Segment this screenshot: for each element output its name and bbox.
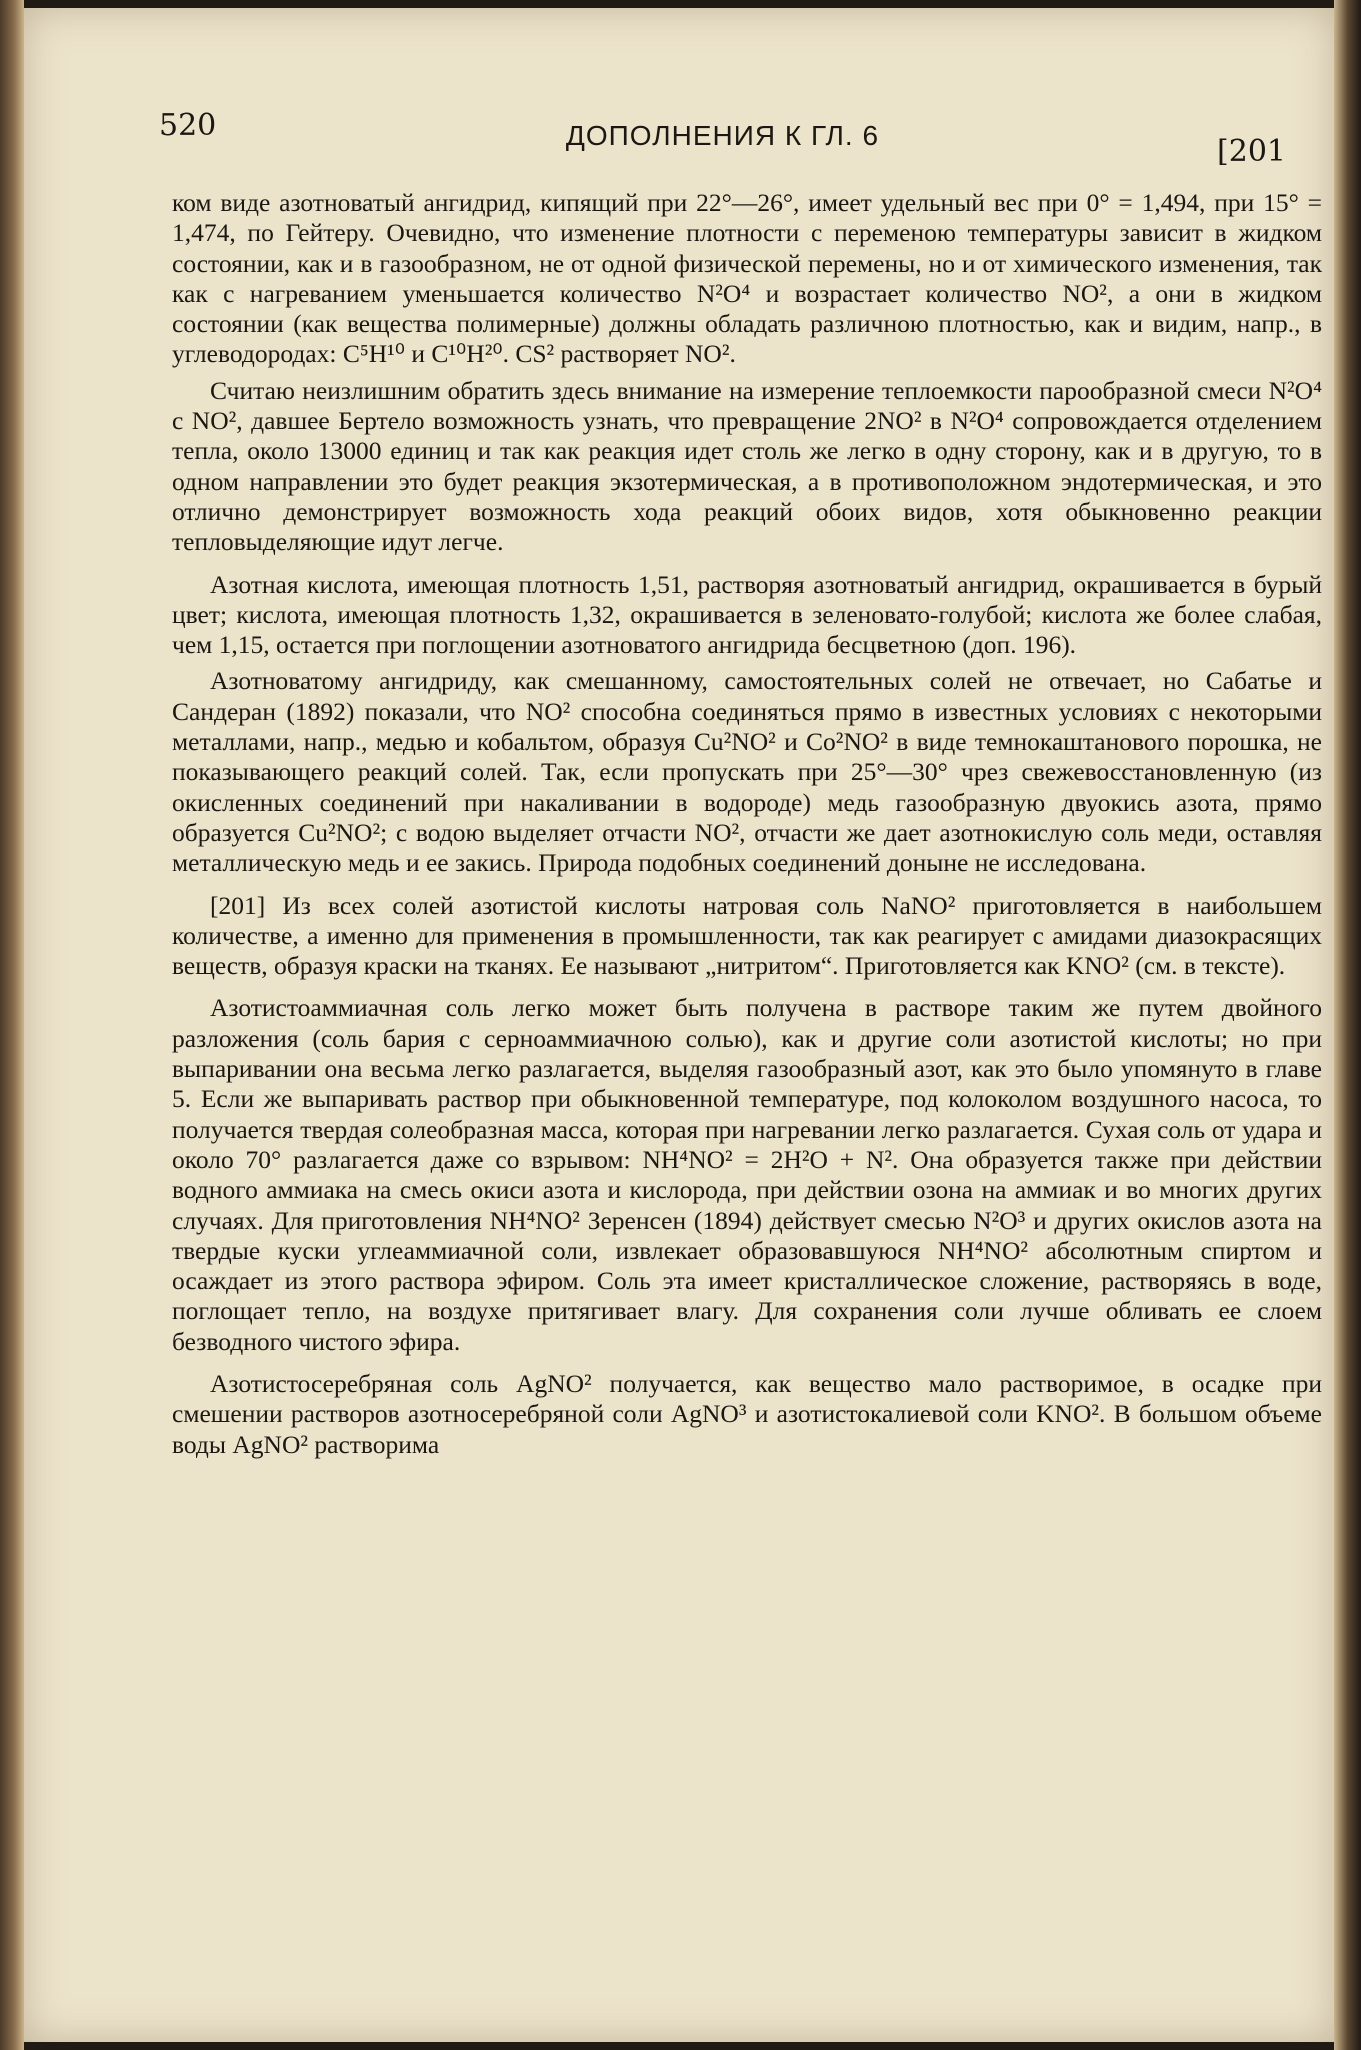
page-number: 520 bbox=[159, 108, 217, 143]
section-mark: [201 bbox=[1217, 134, 1286, 169]
running-title: ДОПОЛНЕНИЯ К ГЛ. 6 bbox=[565, 120, 880, 151]
book-page bbox=[24, 8, 1334, 2042]
paragraph: Азотноватому ангидриду, как смешанному, самостоятельных солей не отвечает, но Сабатье и Сандеран (1892) показали, что NO² способна соединяться прямо в известных условиях с некоторыми металлами, напр., медью и кобальтом, образуя Cu²NO² и Co²NO² в виде темнокаштанового порошка, не показывающего реакций солей. Так, если пропускать при 25°—30° чрез свежевосстановленную (из окисленных соединений при накаливании в водороде) медь газообразную двуокись азота, прямо образуется Cu²NO²; с водою выделяет отчасти NO², отчасти же дает азотнокислую соль меди, оставляя металлическую медь и ее закись. Природа подобных соединений доныне не исследована. bbox=[172, 666, 1322, 878]
book-edge bbox=[1334, 0, 1361, 2050]
paragraph: [201] Из всех солей азотистой кислоты натровая соль NaNO² приготовляется в наибольшем количестве, а именно для применения в промышленности, так как реагирует с амидами диазокрасящих веществ, образуя краски на тканях. Ее называют „нитритом“. Приготовляется как KNO² (см. в тексте). bbox=[172, 890, 1322, 981]
page-header bbox=[159, 108, 1286, 168]
paragraph: Азотистосеребряная соль AgNO² получается, как вещество мало растворимое, в осадке при смешении растворов азотносеребряной соли AgNO³ и азотистокалиевой соли KNO². В большом объеме воды AgNO² растворима bbox=[172, 1368, 1322, 1459]
paragraph: Азотистоаммиачная соль легко может быть получена в растворе таким же путем двойного разложения (соль бария с серноаммиачною солью), как и другие соли азотистой кислоты; но при выпаривании она весьма легко разлагается, выделяя газообразный азот, как это было упомянуто в главе 5. Если же выпаривать раствор при обыкновенной температуре, под колоколом воздушного насоса, то получается твердая солеобразная масса, которая при нагревании легко разлагается. Сухая соль от удара и около 70° разлагается даже со взрывом: NH⁴NO² = 2H²O + N². Она образуется также при действии водного аммиака на смесь окиси азота и кислорода, при действии озона на аммиак и во многих других случаях. Для приготовления NH⁴NO² Зеренсен (1894) действует смесью N²O³ и других окислов азота на твердые куски углеаммиачной соли, извлекает образовавшуюся NH⁴NO² абсолютным спиртом и осаждает из этого раствора эфиром. Соль эта имеет кристаллическое сложение, растворяясь в воде, поглощает тепло, на воздухе притягивает влагу. Для сохранения соли лучше обливать ее слоем безводного чистого эфира. bbox=[172, 993, 1322, 1356]
paragraph: Азотная кислота, имеющая плотность 1,51, растворяя азотноватый ангидрид, окрашивается в бурый цвет; кислота, имеющая плотность 1,32, окрашивается в зеленовато-голубой; кислота же более слабая, чем 1,15, остается при поглощении азотноватого ангидрида бесцветною (доп. 196). bbox=[172, 569, 1322, 660]
paragraph: ком виде азотноватый ангидрид, кипящий при 22°—26°, имеет удельный вес при 0° = 1,494, при 15° = 1,474, по Гейтеру. Очевидно, что изменение плотности с переменою температуры зависит в жидком состоянии, как и в газообразном, не от одной физической перемены, но и от химического изменения, так как с нагреванием уменьшается количество N²O⁴ и возрастает количество NO², а они в жидком состоянии (как вещества полимерные) должны обладать различною плотностью, как и видим, напр., в углеводородах: C⁵H¹⁰ и C¹⁰H²⁰. CS² растворяет NO². bbox=[172, 188, 1322, 369]
book-gutter bbox=[0, 0, 24, 2050]
paragraph: Считаю неизлишним обратить здесь внимание на измерение теплоемкости парообразной смеси N²O⁴ с NO², давшее Бертело возможность узнать, что превращение 2NO² в N²O⁴ сопровождается отделением тепла, около 13000 единиц и так как реакция идет столь же легко в одну сторону, как и в другую, то в одном направлении это будет реакция экзотермическая, а в противоположном эндотермическая, и это отлично демонстрирует возможность хода реакций обоих видов, хотя обыкновенно реакции тепловыделяющие идут легче. bbox=[172, 375, 1322, 557]
page-body bbox=[172, 188, 1322, 1466]
